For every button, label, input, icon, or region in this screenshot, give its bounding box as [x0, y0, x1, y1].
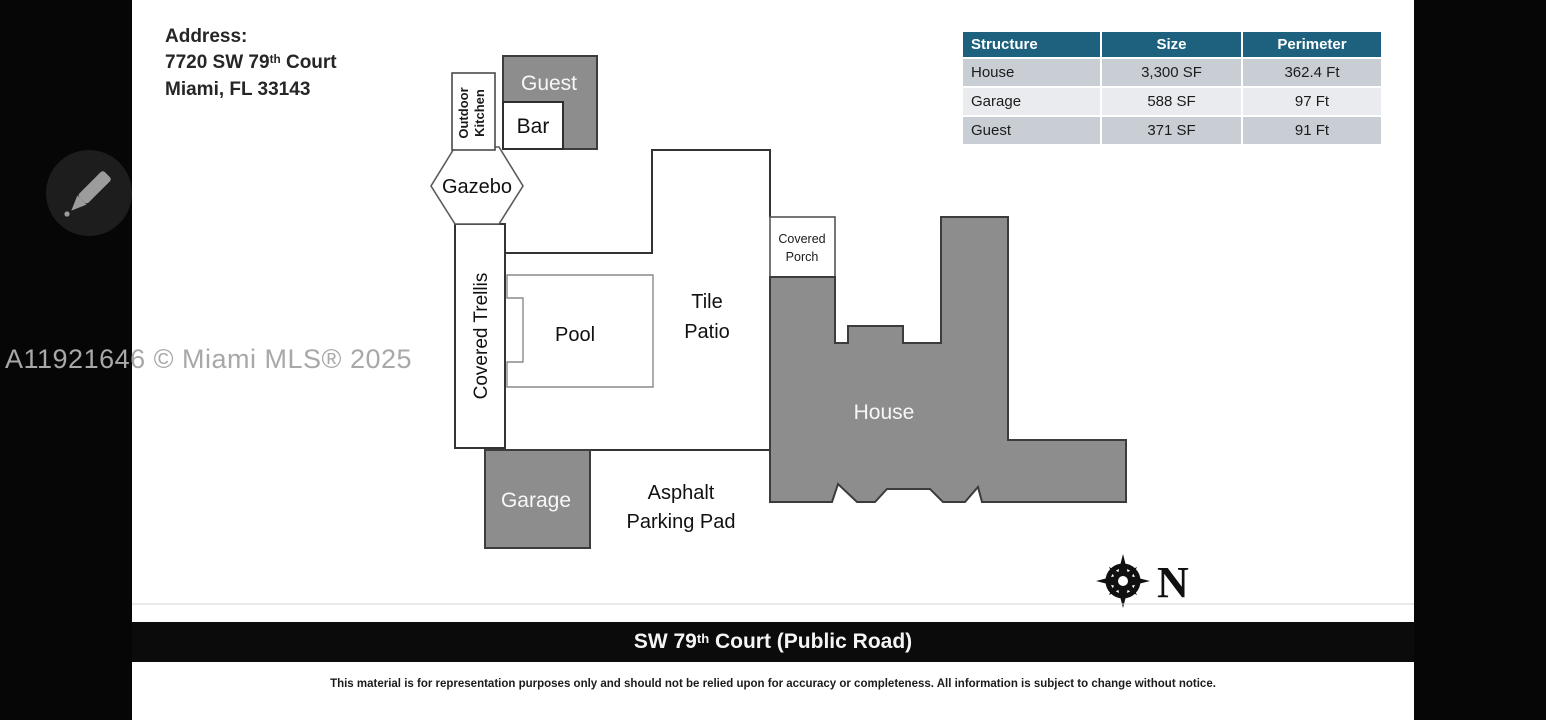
gazebo-label: Gazebo [441, 176, 513, 198]
disclaimer-strip [132, 662, 1414, 720]
road-label: SW 79th Court (Public Road) [633, 630, 913, 653]
covered-porch-shape [770, 217, 835, 277]
pencil-icon [54, 158, 124, 228]
tile-patio-boundary [505, 150, 770, 253]
edit-button[interactable] [46, 150, 132, 236]
table-cell-house-perimeter: 362.4 Ft [1243, 59, 1381, 86]
guest-label: Guest [520, 72, 578, 95]
floor-plan-drawing [132, 0, 1414, 622]
disclaimer-text: This material is for representation purposes only and should not be relied upon for accuracy or completeness. All information is subject to change without notice. [330, 678, 1216, 690]
address-line1: 7720 SW 79th Court [165, 51, 337, 73]
table-header-size: Size [1102, 32, 1241, 57]
asphalt-label-line2: Parking Pad [626, 511, 736, 533]
house-label: House [853, 401, 915, 424]
road-bar [132, 622, 1414, 662]
table-cell-guest-name: Guest [963, 117, 1100, 144]
covered-trellis-label: Covered Trellis [471, 272, 492, 400]
address-line2: Miami, FL 33143 [165, 79, 311, 100]
tile-patio-label-line2: Patio [684, 321, 730, 343]
table-cell-garage-perimeter: 97 Ft [1243, 88, 1381, 115]
pool-label: Pool [554, 324, 596, 346]
road-superscript: th [696, 631, 710, 647]
table-header-perimeter: Perimeter [1243, 32, 1381, 57]
covered-porch-label-line2: Porch [785, 250, 819, 264]
compass-rose-icon [1095, 553, 1152, 610]
address-superscript: th [269, 53, 281, 67]
mls-watermark: A11921646 © Miami MLS® 2025 [5, 344, 413, 374]
covered-porch-label-line1: Covered [778, 232, 826, 246]
address-label: Address: [165, 26, 248, 47]
table-cell-guest-perimeter: 91 Ft [1243, 117, 1381, 144]
table-cell-house-size: 3,300 SF [1102, 59, 1241, 86]
table-cell-garage-size: 588 SF [1102, 88, 1241, 115]
bar-label: Bar [516, 115, 550, 138]
asphalt-label-line1: Asphalt [647, 482, 715, 504]
tile-patio-label-line1: Tile [691, 291, 723, 313]
compass-north-label: N [1157, 558, 1189, 607]
table-cell-garage-name: Garage [963, 88, 1100, 115]
site-plan-sheet [132, 0, 1414, 622]
table-cell-house-name: House [963, 59, 1100, 86]
outdoor-kitchen-label-line2: Kitchen [472, 89, 487, 137]
garage-label: Garage [500, 489, 572, 512]
table-header-structure: Structure [963, 32, 1100, 57]
table-cell-guest-size: 371 SF [1102, 117, 1241, 144]
outdoor-kitchen-label-line1: Outdoor [456, 87, 471, 139]
